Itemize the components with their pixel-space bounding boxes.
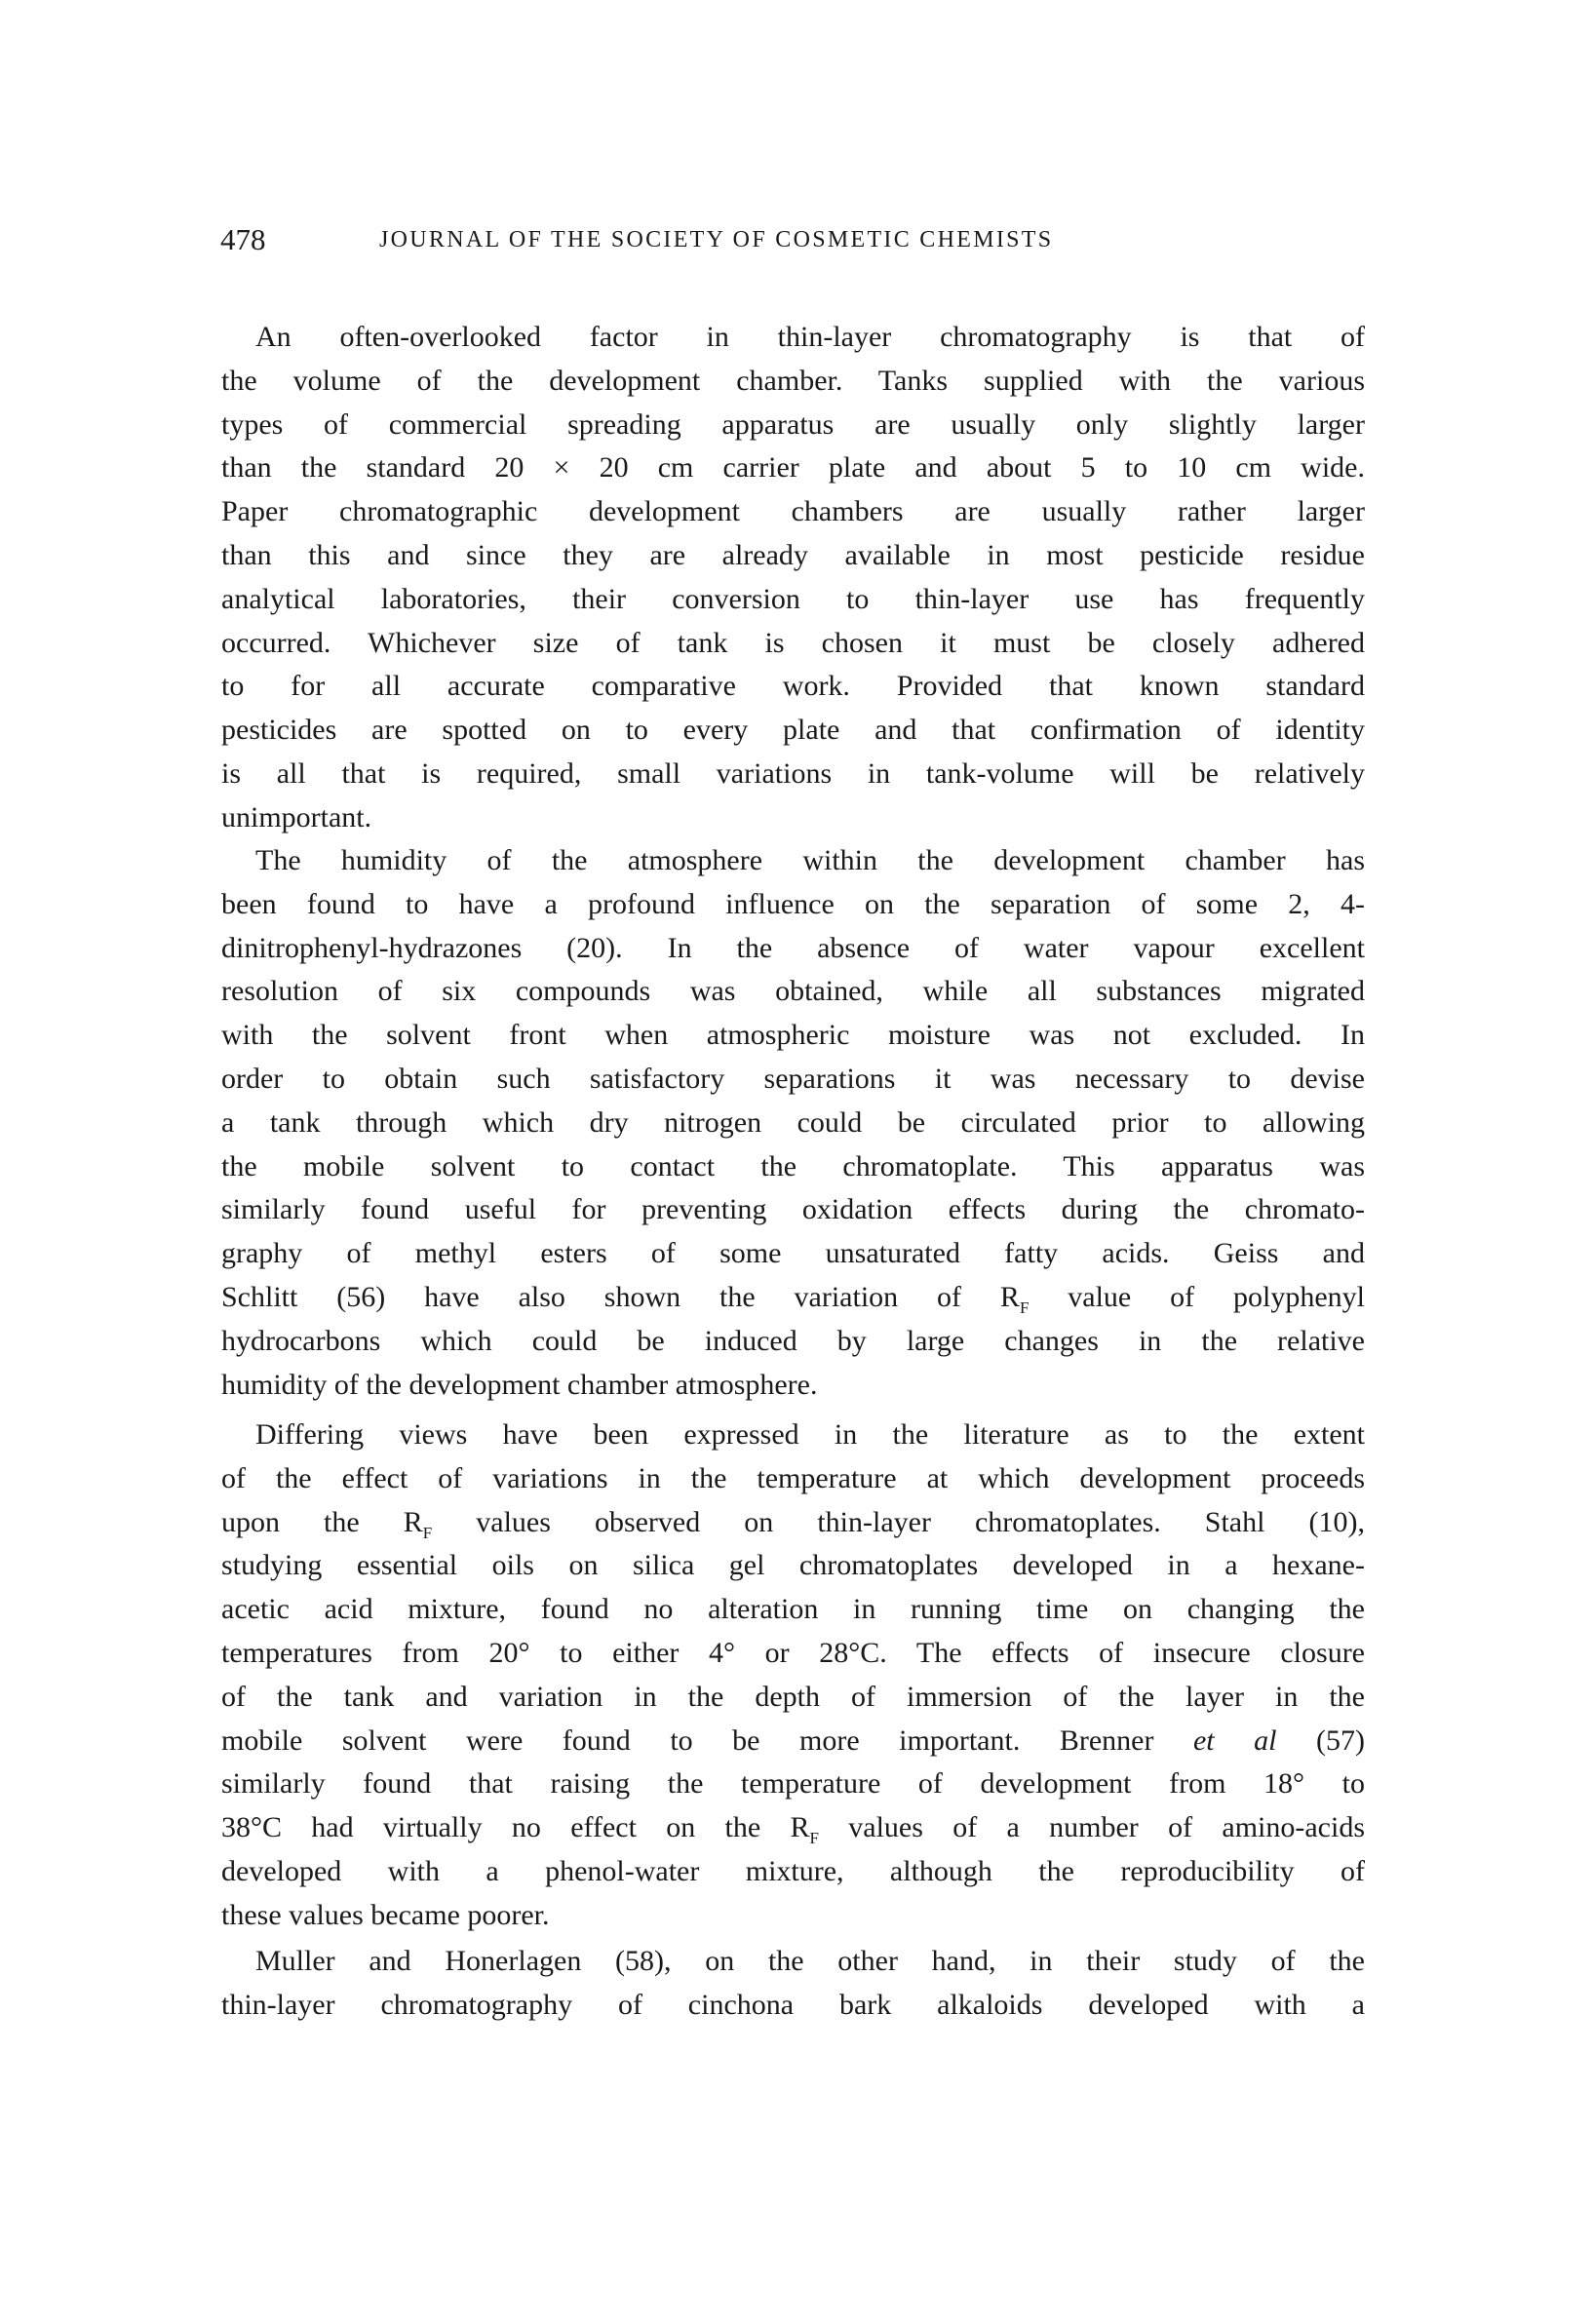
text-segment: value of polyphenyl xyxy=(1029,1281,1365,1313)
paragraph-1-line: to for all accurate comparative work. Provided that known standard xyxy=(221,670,1365,703)
paragraph-3-line: Differing views have been expressed in the literature as to the extent xyxy=(255,1418,1365,1451)
paragraph-4-line: thin-layer chromatography of cinchona bark alkaloids developed with a xyxy=(221,1988,1365,2021)
paragraph-3-line: studying essential oils on silica gel chromatoplates developed in a hexane- xyxy=(221,1549,1365,1582)
paragraph-3-line: similarly found that raising the temperature of development from 18° to xyxy=(221,1767,1365,1801)
subscript: F xyxy=(809,1829,819,1848)
paragraph-1-line: than the standard 20 × 20 cm carrier plate and about 5 to 10 cm wide. xyxy=(221,451,1365,484)
text-segment: 38°C had virtually no effect on the R xyxy=(221,1811,810,1844)
subscript: F xyxy=(422,1523,433,1542)
paragraph-1-line: analytical laboratories, their conversion to thin-layer use has frequently xyxy=(221,582,1365,615)
paragraph-2-line: hydrocarbons which could be induced by large changes in the relative xyxy=(221,1324,1365,1357)
page-number: 478 xyxy=(220,222,266,256)
paragraph-3-line: of the tank and variation in the depth of immersion of the layer in the xyxy=(221,1680,1365,1713)
paragraph-1-line: than this and since they are already available in most pesticide residue xyxy=(221,539,1365,571)
text-segment: values of a number of amino-acids xyxy=(818,1811,1365,1844)
paragraph-2-line: resolution of six compounds was obtained, while all substances migrated xyxy=(221,975,1365,1008)
paragraph-3-line xyxy=(221,1500,1365,1544)
paragraph-1-line: types of commercial spreading apparatus are usually only slightly larger xyxy=(221,407,1365,441)
paragraph-2-line: dinitrophenyl-hydrazones (20). In the absence of water vapour excellent xyxy=(221,931,1365,964)
running-title: JOURNAL OF THE SOCIETY OF COSMETIC CHEMISTS xyxy=(379,227,1054,252)
paragraph-1-line: unimportant. xyxy=(221,800,372,833)
paragraph-2-line: The humidity of the atmosphere within the development chamber has xyxy=(255,844,1365,876)
paragraph-3-line: acetic acid mixture, found no alteration in running time on changing the xyxy=(221,1593,1365,1626)
paragraph-1-line: the volume of the development chamber. Tanks supplied with the various xyxy=(221,364,1365,397)
text-segment: upon the R xyxy=(221,1505,423,1538)
paragraph-2-line: similarly found useful for preventing oxidation effects during the chromato- xyxy=(221,1193,1365,1226)
paragraph-2-line: with the solvent front when atmospheric moisture was not excluded. In xyxy=(221,1019,1365,1052)
text-segment: Schlitt (56) have also shown the variation of R xyxy=(221,1281,1020,1313)
paragraph-1-line: pesticides are spotted on to every plate and that confirmation of identity xyxy=(221,714,1365,747)
paragraph-1-line: Paper chromatographic development chambers are usually rather larger xyxy=(221,495,1365,528)
paragraph-3-line: these values became poorer. xyxy=(221,1898,550,1931)
subscript: F xyxy=(1019,1298,1030,1317)
paragraph-2-line: a tank through which dry nitrogen could be circulated prior to allowing xyxy=(221,1105,1365,1139)
paragraph-1-line: is all that is required, small variations in tank-volume will be relatively xyxy=(221,757,1365,790)
paragraph-2-line: been found to have a profound influence on the separation of some 2, 4- xyxy=(221,887,1365,920)
text-segment: mobile solvent were found to be more important. Brenner xyxy=(221,1724,1193,1757)
paragraph-2-line: humidity of the development chamber atmosphere. xyxy=(221,1368,818,1401)
paragraph-3-line xyxy=(221,1719,1365,1762)
paragraph-2-line: order to obtain such satisfactory separations it was necessary to devise xyxy=(221,1063,1365,1095)
paragraph-2-line xyxy=(221,1275,1365,1319)
paragraph-4-line: Muller and Honerlagen (58), on the other hand, in their study of the xyxy=(255,1945,1365,1977)
paragraph-2-line: the mobile solvent to contact the chromatoplate. This apparatus was xyxy=(221,1149,1365,1182)
paragraph-1-line: occurred. Whichever size of tank is chosen it must be closely adhered xyxy=(221,626,1365,659)
italic-text: et al xyxy=(1192,1724,1277,1757)
text-segment: values observed on thin-layer chromatoplates. Stahl (10), xyxy=(432,1505,1365,1538)
text-segment: (57) xyxy=(1276,1724,1365,1757)
paragraph-3-line: of the effect of variations in the temperature at which development proceeds xyxy=(221,1461,1365,1494)
paragraph-2-line: graphy of methyl esters of some unsaturated fatty acids. Geiss and xyxy=(221,1237,1365,1270)
paragraph-1-line: An often-overlooked factor in thin-layer chromatography is that of xyxy=(255,321,1365,353)
paragraph-3-line xyxy=(221,1805,1365,1849)
paragraph-3-line: temperatures from 20° to either 4° or 28°C. The effects of insecure closure xyxy=(221,1637,1365,1669)
paragraph-3-line: developed with a phenol-water mixture, although the reproducibility of xyxy=(221,1855,1365,1887)
